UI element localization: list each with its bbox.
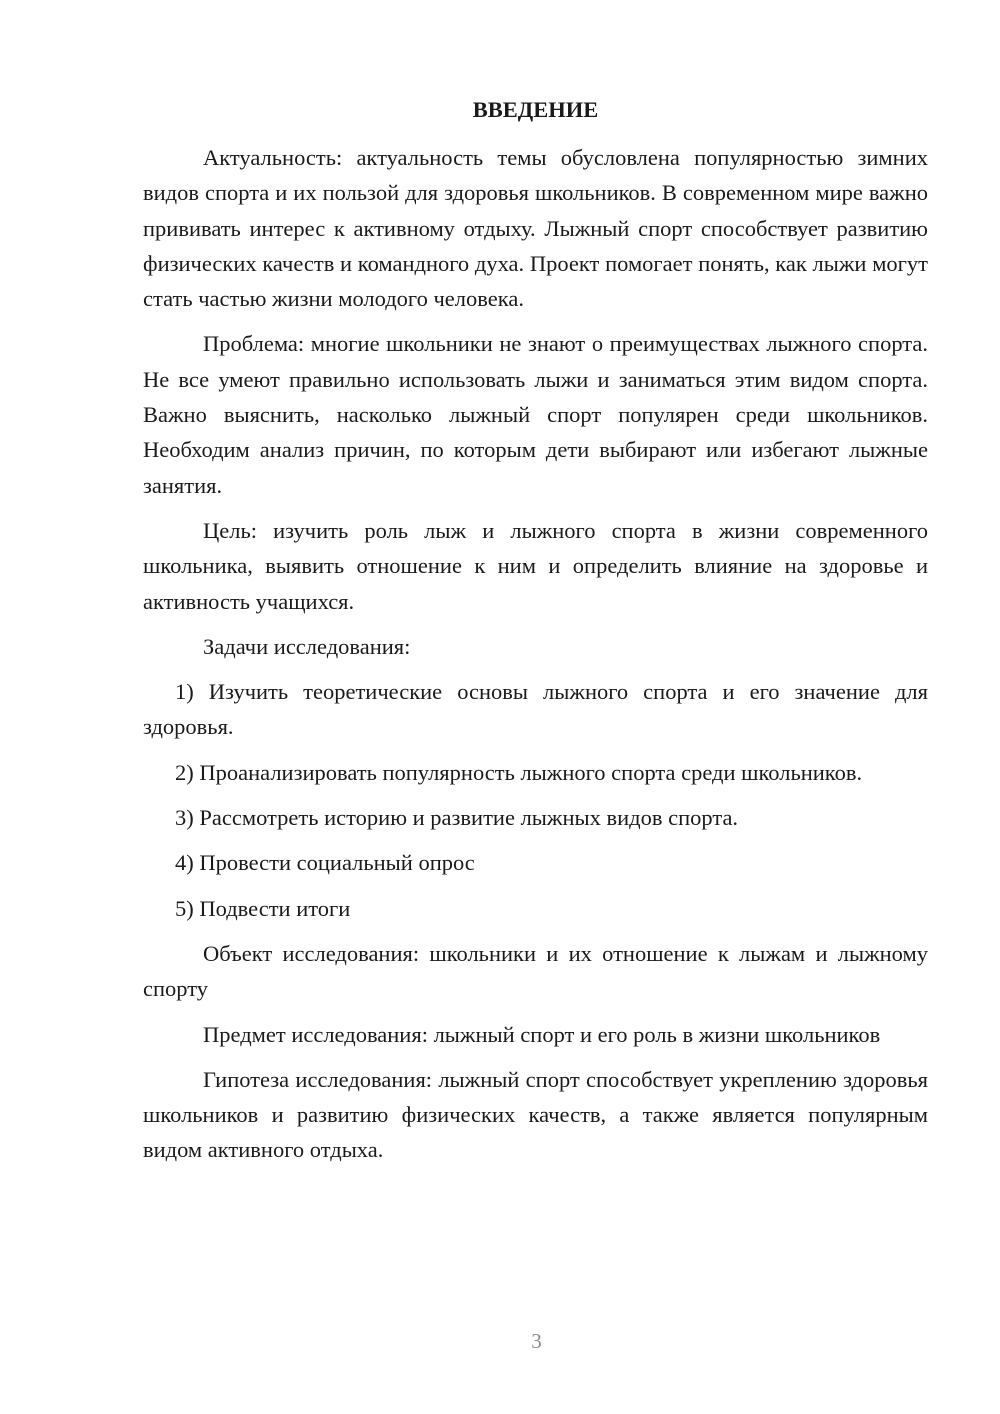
paragraph-goal: Цель: изучить роль лыж и лыжного спорта в жизни современного школьника, выявить отношение к ним и определить влияние на здоровье и активность учащихся. [143, 517, 928, 614]
paragraph-hypothesis: Гипотеза исследования: лыжный спорт способствует укреплению здоровья школьников и развитию физических качеств, а также является популярным видом активного отдыха. [143, 1066, 928, 1163]
document-page [143, 92, 928, 1178]
task-item-4: 4) Провести социальный опрос [175, 850, 475, 876]
paragraph-problem: Проблема: многие школьники не знают о преимуществах лыжного спорта. Не все умеют правильно использовать лыжи и заниматься этим видом спорта. Важно выяснить, насколько лыжный спорт популярен среди школьников. Необходим анализ причин, по которым дети выбирают или избегают лыжные занятия. [143, 331, 928, 498]
page-number: 3 [531, 1329, 542, 1353]
tasks-heading: Задачи исследования: [203, 633, 411, 659]
task-item-3: 3) Рассмотреть историю и развитие лыжных видов спорта. [175, 805, 739, 831]
paragraph-object: Объект исследования: школьники и их отношение к лыжам и лыжному спорту [143, 940, 928, 1002]
task-item-1: 1) Изучить теоретические основы лыжного спорта и его значение для здоровья. [143, 679, 928, 740]
page-title: ВВЕДЕНИЕ [472, 97, 599, 122]
task-item-5: 5) Подвести итоги [175, 895, 351, 921]
paragraph-relevance: Актуальность: актуальность темы обусловлена популярностью зимних видов спорта и их пользой для здоровья школьников. В современном мире важно прививать интерес к активному отдыху. Лыжный спорт способствует развитию физических качеств и командного духа. Проект помогает понять, как лыжи могут стать частью жизни молодого человека. [143, 145, 928, 312]
task-item-2: 2) Проанализировать популярность лыжного спорта среди школьников. [175, 759, 863, 785]
paragraph-subject: Предмет исследования: лыжный спорт и его роль в жизни школьников [203, 1021, 881, 1047]
